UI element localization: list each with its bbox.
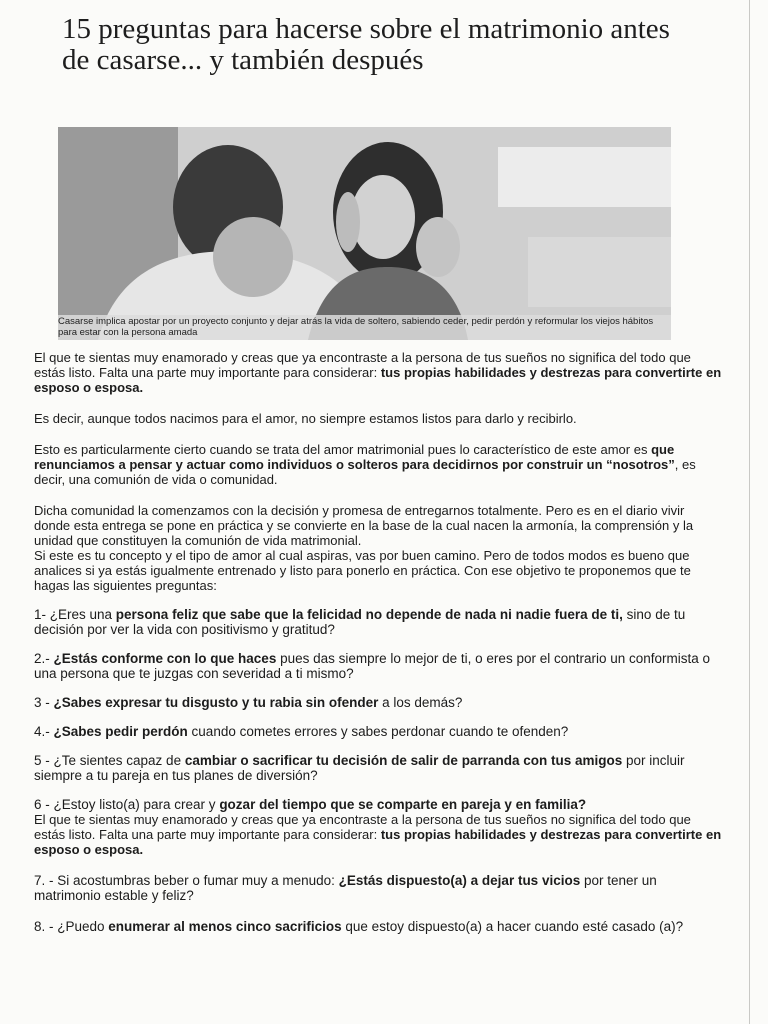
question-8 [34,919,724,934]
question-5-end: por incluir siempre a tu pareja en tus planes de diversión? [34,753,685,783]
intro-p1-text: El que te sientas muy enamorado y creas que ya encontraste a la persona de tus sueños no significa del todo que estás listo. Falta una parte muy importante para considerar: [34,350,691,380]
question-2-emphasis: ¿Estás conforme con lo que haces [53,651,277,666]
question-2 [34,651,724,681]
intro-p3-emphasis: que renunciamos a pensar y actuar como individuos o solteros para decidirnos por construir un “nosotros” [34,442,675,472]
question-5-emphasis: cambiar o sacrificar tu decisión de salir de parranda con tus amigos [184,753,623,768]
question-2-end: pues das siempre lo mejor de ti, o eres por el contrario un conformista o una persona que te juzgas con severidad a ti mismo? [34,651,711,681]
question-3-emphasis: ¿Sabes expresar tu disgusto y tu rabia sin ofender [53,695,379,710]
article-body [34,350,724,934]
question-6 [34,797,724,812]
question-4 [34,724,724,739]
question-8-emphasis: enumerar al menos cinco sacrificios [108,919,342,934]
intro-paragraph-3 [34,442,724,487]
question-7-end: por tener un matrimonio estable y feliz? [34,873,657,903]
page-edge [749,0,750,1024]
article-title: 15 preguntas para hacerse sobre el matrimonio antes de casarse... y también después [62,13,670,76]
question-2-prefix: 2.- [34,651,54,666]
question-4-prefix: 4.- [34,724,54,739]
intro-p1-emphasis: tus propias habilidades y destrezas para convertirte en esposo o esposa. [34,365,722,395]
intro-p3-end: , es decir, una comunión de vida o comunidad. [34,457,696,487]
question-6-repeat-emphasis: tus propias habilidades y destrezas para convertirte en esposo o esposa. [34,827,722,857]
question-1-prefix: 1- ¿Eres una [34,607,116,622]
intro-p3-text: Esto es particularmente cierto cuando se trata del amor matrimonial pues lo característico de este amor es [34,442,652,457]
question-3-end: a los demás? [378,695,463,710]
question-4-emphasis: ¿Sabes pedir perdón [53,724,188,739]
question-6-emphasis: gozar del tiempo que se comparte en pareja y en familia? [219,797,587,812]
question-3 [34,695,724,710]
question-1-emphasis: persona feliz que sabe que la felicidad no depende de nada ni nadie fuera de ti, [115,607,623,622]
article-photo [58,127,671,340]
question-8-end: que estoy dispuesto(a) a hacer cuando esté casado (a)? [341,919,684,934]
question-6-prefix: 6 - ¿Estoy listo(a) para crear y [34,797,220,812]
question-8-prefix: 8. - ¿Puedo [34,919,109,934]
question-5-prefix: 5 - ¿Te sientes capaz de [34,753,185,768]
question-6-repeat-paragraph [34,812,724,857]
question-6-repeat-text: El que te sientas muy enamorado y creas que ya encontraste a la persona de tus sueños no significa del todo que estás listo. Falta una parte muy importante para considerar: [34,812,691,842]
photo-caption: Casarse implica apostar por un proyecto conjunto y dejar atrás la vida de soltero, sabiendo ceder, pedir perdón y reformular los viejos hábitos para estar con la persona amada [58,315,671,340]
question-1 [34,607,724,637]
intro-paragraph-1 [34,350,724,395]
question-5 [34,753,724,783]
couple-photo-illustration [58,127,671,340]
question-4-end: cuando cometes errores y sabes perdonar cuando te ofenden? [187,724,569,739]
intro-paragraph-2: Es decir, aunque todos nacimos para el amor, no siempre estamos listos para darlo y recibirlo. [34,411,577,426]
question-7-emphasis: ¿Estás dispuesto(a) a dejar tus vicios [338,873,581,888]
question-7 [34,873,724,903]
question-3-prefix: 3 - [34,695,54,710]
question-1-end: sino de tu decisión por ver la vida con positivismo y gratitud? [34,607,686,637]
intro-paragraph-4: Dicha comunidad la comenzamos con la decisión y promesa de entregarnos totalmente. Pero es en el diario vivir donde esta entrega se pone en práctica y se convierte en la base de la cual nacen la armonía, la comprensión y la unidad que constituyen la comunión de vida matrimonial. [34,503,694,548]
intro-paragraph-5: Si este es tu concepto y el tipo de amor al cual aspiras, vas por buen camino. Pero de todos modos es bueno que analices si ya estás igualmente entrenado y listo para ponerlo en práctica. Con ese objetivo te proponemos que te hagas las siguientes preguntas: [34,548,691,593]
question-7-prefix: 7. - Si acostumbras beber o fumar muy a menudo: [34,873,339,888]
